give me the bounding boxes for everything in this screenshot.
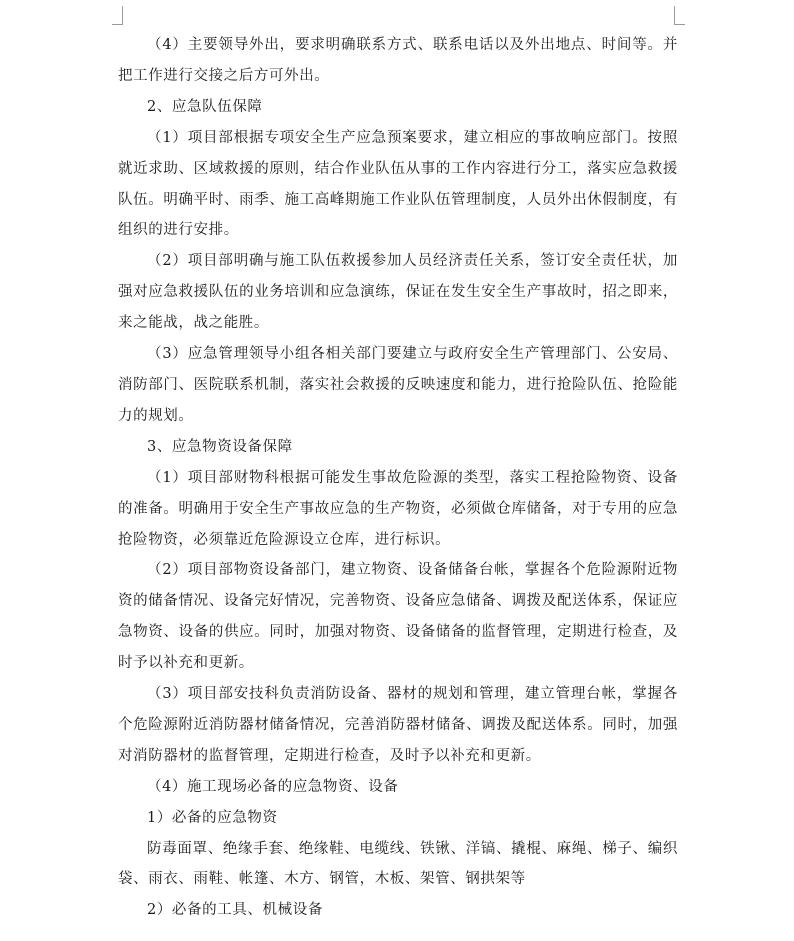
heading-emergency-team: 2、应急队伍保障 <box>147 98 263 115</box>
paragraph-team-3: （3）应急管理领导小组各相关部门要建立与政府安全生产管理部门、公安局、消防部门、医院联系机制，落实社会救援的反映速度和能力，进行抢险队伍、抢险能力的规划。 <box>118 346 678 424</box>
heading-required-tools: 2）必备的工具、机械设备 <box>147 902 323 919</box>
page-corner-mark-left <box>112 6 123 25</box>
page-corner-mark-right <box>674 6 685 25</box>
paragraph-materials-1: （1）项目部财物科根据可能发生事故危险源的类型，落实工程抢险物资、设备的准备。明确用于安全生产事故应急的生产物资，必须做仓库储备，对于专用的应急抢险物资，必须靠近危险源设立仓库，进行标识。 <box>118 469 678 548</box>
paragraph-materials-2: （2）项目部物资设备部门，建立物资、设备储备台帐，掌握各个危险源附近物资的储备情况、设备完好情况，完善物资、设备应急储备、调拨及配送体系，保证应急物资、设备的供应。同时，加强对物资、设备储备的监督管理，定期进行检查，及时予以补充和更新。 <box>118 562 678 672</box>
paragraph-leader-absence: （4）主要领导外出，要求明确联系方式、联系电话以及外出地点、时间等。并把工作进行交接之后方可外出。 <box>118 37 678 84</box>
document-page <box>118 30 678 926</box>
heading-required-materials: 1）必备的应急物资 <box>147 809 278 826</box>
paragraph-team-2: （2）项目部明确与施工队伍救援参加人员经济责任关系，签订安全责任状，加强对应急救援队伍的业务培训和应急演练，保证在发生安全生产事故时，招之即来，来之能战，战之能胜。 <box>118 253 678 332</box>
heading-emergency-materials: 3、应急物资设备保障 <box>147 438 293 455</box>
paragraph-required-materials-list: 防毒面罩、绝缘手套、绝缘鞋、电缆线、铁锹、洋镐、撬棍、麻绳、梯子、编织袋、雨衣、雨鞋、帐篷、木方、钢管，木板、架管、钢拱架等 <box>118 840 678 888</box>
paragraph-materials-3: （3）项目部安技科负责消防设备、器材的规划和管理，建立管理台帐，掌握各个危险源附近消防器材储备情况，完善消防器材储备、调拨及配送体系。同时，加强对消防器材的监督管理，定期进行检查，及时予以补充和更新。 <box>118 686 678 764</box>
heading-site-materials: （4）施工现场必备的应急物资、设备 <box>147 778 399 795</box>
paragraph-team-1: （1）项目部根据专项安全生产应急预案要求，建立相应的事故响应部门。按照就近求助、区域救援的原则，结合作业队伍从事的工作内容进行分工，落实应急救援队伍。明确平时、雨季、施工高峰期施工作业队伍管理制度，人员外出休假制度，有组织的进行安排。 <box>118 129 678 239</box>
